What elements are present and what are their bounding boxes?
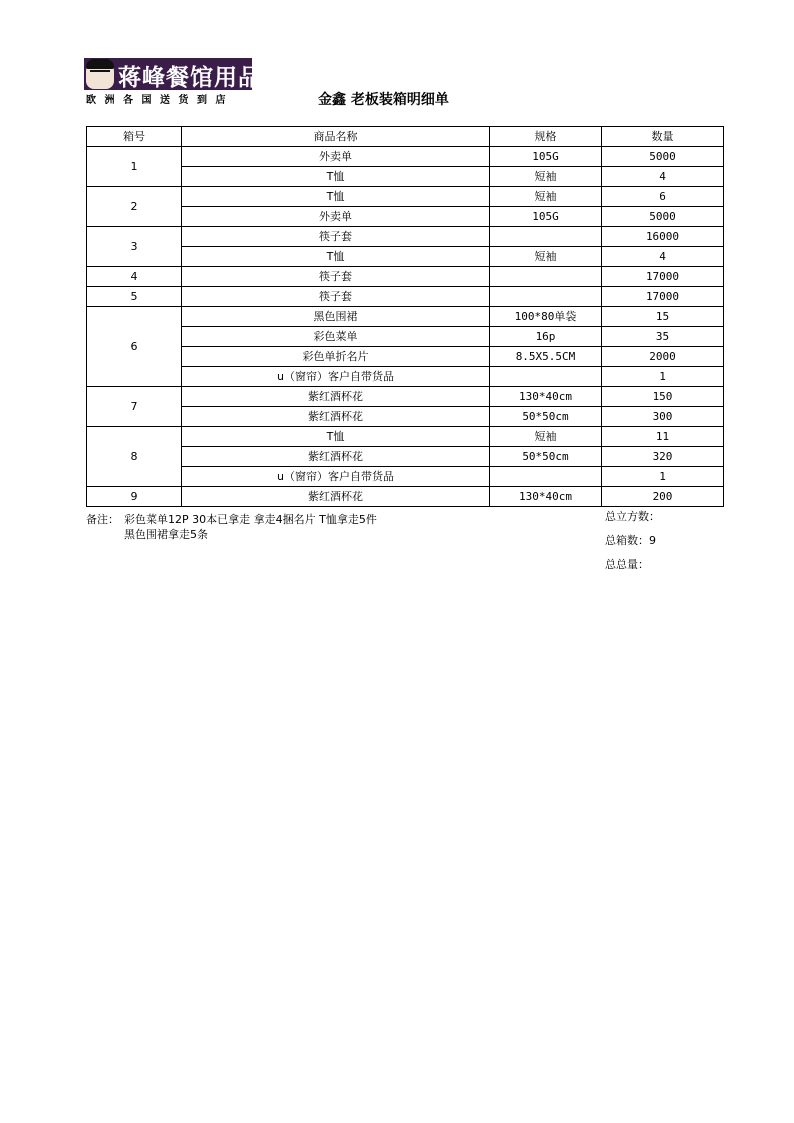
product-name-cell: 紫红酒杯花 bbox=[182, 487, 490, 507]
quantity-cell: 5000 bbox=[602, 147, 724, 167]
spec-cell: 短袖 bbox=[490, 167, 602, 187]
table-row bbox=[87, 287, 724, 307]
spec-cell: 105G bbox=[490, 207, 602, 227]
product-name-cell: T恤 bbox=[182, 167, 490, 187]
table-row bbox=[87, 447, 724, 467]
product-name-cell: u（窗帘）客户自带货品 bbox=[182, 467, 490, 487]
table-row bbox=[87, 487, 724, 507]
remarks bbox=[86, 512, 377, 542]
quantity-cell: 1 bbox=[602, 467, 724, 487]
product-name-cell: T恤 bbox=[182, 427, 490, 447]
table-row bbox=[87, 227, 724, 247]
quantity-cell: 2000 bbox=[602, 347, 724, 367]
packing-table bbox=[86, 126, 724, 507]
box-number-cell: 7 bbox=[87, 387, 182, 427]
product-name-cell: T恤 bbox=[182, 187, 490, 207]
table-row bbox=[87, 387, 724, 407]
spec-cell bbox=[490, 467, 602, 487]
table-row bbox=[87, 187, 724, 207]
box-number-cell: 1 bbox=[87, 147, 182, 187]
remarks-line-1: 彩色菜单12P 30本已拿走 拿走4捆名片 T恤拿走5件 bbox=[124, 513, 377, 526]
box-number-cell: 3 bbox=[87, 227, 182, 267]
portrait-glasses bbox=[90, 70, 110, 76]
spec-cell: 短袖 bbox=[490, 427, 602, 447]
quantity-cell: 35 bbox=[602, 327, 724, 347]
product-name-cell: 黑色围裙 bbox=[182, 307, 490, 327]
quantity-cell: 16000 bbox=[602, 227, 724, 247]
box-number-cell: 9 bbox=[87, 487, 182, 507]
product-name-cell: 筷子套 bbox=[182, 267, 490, 287]
quantity-cell: 200 bbox=[602, 487, 724, 507]
product-name-cell: 外卖单 bbox=[182, 207, 490, 227]
quantity-cell: 4 bbox=[602, 247, 724, 267]
spec-cell bbox=[490, 287, 602, 307]
spec-cell: 50*50cm bbox=[490, 407, 602, 427]
header-box-no: 箱号 bbox=[87, 127, 182, 147]
table-header-row bbox=[87, 127, 724, 147]
quantity-cell: 4 bbox=[602, 167, 724, 187]
box-number-cell: 6 bbox=[87, 307, 182, 387]
box-number-cell: 4 bbox=[87, 267, 182, 287]
product-name-cell: 紫红酒杯花 bbox=[182, 407, 490, 427]
summary-block bbox=[605, 509, 660, 581]
header-spec: 规格 bbox=[490, 127, 602, 147]
product-name-cell: 筷子套 bbox=[182, 227, 490, 247]
quantity-cell: 17000 bbox=[602, 287, 724, 307]
company-logo bbox=[84, 58, 262, 106]
table-row bbox=[87, 347, 724, 367]
product-name-cell: T恤 bbox=[182, 247, 490, 267]
spec-cell: 16p bbox=[490, 327, 602, 347]
table-row bbox=[87, 327, 724, 347]
table-row bbox=[87, 427, 724, 447]
spec-cell: 130*40cm bbox=[490, 487, 602, 507]
remarks-label: 备注： bbox=[86, 513, 119, 526]
total-volume: 总立方数： bbox=[605, 510, 660, 523]
product-name-cell: u（窗帘）客户自带货品 bbox=[182, 367, 490, 387]
product-name-cell: 彩色菜单 bbox=[182, 327, 490, 347]
document-title: 金鑫 老板装箱明细单 bbox=[318, 92, 449, 108]
table-row bbox=[87, 407, 724, 427]
logo-tagline: 欧洲各国送货到店 bbox=[86, 95, 234, 106]
product-name-cell: 外卖单 bbox=[182, 147, 490, 167]
table-row bbox=[87, 247, 724, 267]
box-number-cell: 2 bbox=[87, 187, 182, 227]
product-name-cell: 紫红酒杯花 bbox=[182, 447, 490, 467]
header-quantity: 数量 bbox=[602, 127, 724, 147]
quantity-cell: 15 bbox=[602, 307, 724, 327]
spec-cell bbox=[490, 227, 602, 247]
product-name-cell: 紫红酒杯花 bbox=[182, 387, 490, 407]
quantity-cell: 5000 bbox=[602, 207, 724, 227]
table-row bbox=[87, 147, 724, 167]
spec-cell: 105G bbox=[490, 147, 602, 167]
quantity-cell: 11 bbox=[602, 427, 724, 447]
table-row bbox=[87, 467, 724, 487]
quantity-cell: 1 bbox=[602, 367, 724, 387]
logo-banner bbox=[84, 58, 262, 91]
table-row bbox=[87, 307, 724, 327]
total-boxes: 总箱数：9 bbox=[605, 534, 656, 547]
box-number-cell: 5 bbox=[87, 287, 182, 307]
table-row bbox=[87, 267, 724, 287]
spec-cell: 8.5X5.5CM bbox=[490, 347, 602, 367]
spec-cell: 100*80单袋 bbox=[490, 307, 602, 327]
logo-company-name: 蒋峰餐馆用品 bbox=[118, 65, 262, 91]
quantity-cell: 17000 bbox=[602, 267, 724, 287]
header-product-name: 商品名称 bbox=[182, 127, 490, 147]
portrait-hair bbox=[86, 59, 114, 69]
spec-cell: 130*40cm bbox=[490, 387, 602, 407]
quantity-cell: 6 bbox=[602, 187, 724, 207]
quantity-cell: 320 bbox=[602, 447, 724, 467]
spec-cell bbox=[490, 367, 602, 387]
box-number-cell: 8 bbox=[87, 427, 182, 487]
spec-cell: 50*50cm bbox=[490, 447, 602, 467]
spec-cell: 短袖 bbox=[490, 187, 602, 207]
table-row bbox=[87, 207, 724, 227]
spec-cell bbox=[490, 267, 602, 287]
product-name-cell: 筷子套 bbox=[182, 287, 490, 307]
table-row bbox=[87, 167, 724, 187]
total-weight: 总总量： bbox=[605, 558, 649, 571]
table-row bbox=[87, 367, 724, 387]
remarks-line-2: 黑色围裙拿走5条 bbox=[124, 528, 208, 541]
spec-cell: 短袖 bbox=[490, 247, 602, 267]
table-body bbox=[87, 147, 724, 507]
quantity-cell: 150 bbox=[602, 387, 724, 407]
product-name-cell: 彩色单折名片 bbox=[182, 347, 490, 367]
quantity-cell: 300 bbox=[602, 407, 724, 427]
